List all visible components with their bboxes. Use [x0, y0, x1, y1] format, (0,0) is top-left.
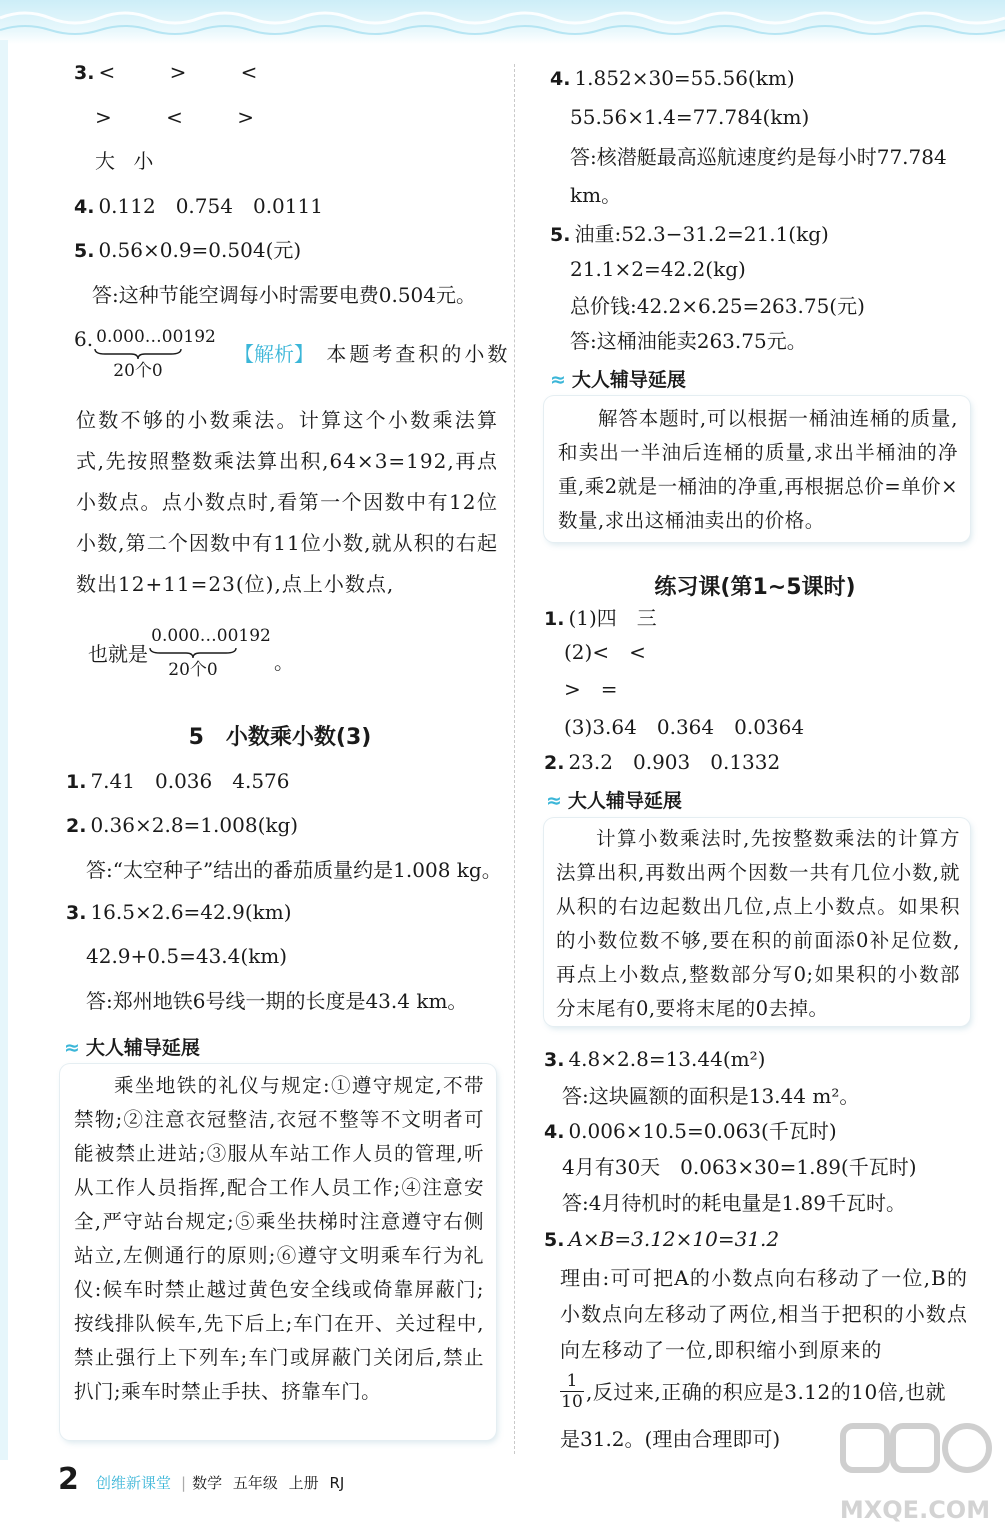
- p1-line3: > =: [564, 677, 618, 701]
- q6-last-brace-value: 0.000…00192 20个0: [148, 625, 274, 681]
- p4-line2: 4月有30天 0.063×30=1.89(千瓦时): [562, 1155, 917, 1179]
- extension-text: 乘坐地铁的礼仪与规定:①遵守规定,不带禁物;②注意衣冠整洁,衣冠不整等不文明者可能被禁止进站;③服从车站工作人员的管理,听从工作人员指挥,配合工作人员工作;④注意安全,严守站台规定;⑤乘坐扶梯时注意遵守右侧站立,左侧通行的原则;⑥遵守文明乘车行为礼仪:候车时禁止越过黄色安全线或倚靠屏蔽门;按线排队候车,先下后上;车门在开、关过程中,禁止强行上下列车;车门或屏蔽门关闭后,禁止扒门;乘车时禁止手扶、挤靠车门。: [74, 1074, 484, 1403]
- p4-line1: 4. 0.006×10.5=0.063(千瓦时): [544, 1119, 837, 1143]
- q3-row3: 大 小: [95, 149, 160, 173]
- r-q5-line1: 5. 油重:52.3−31.2=21.1(kg): [550, 222, 829, 246]
- extension-heading-2: ≈ 大人辅导延展: [546, 790, 682, 812]
- p5-fraction: $\frac{1}{10}$: [561, 1371, 583, 1412]
- p3-line2: 答:这块匾额的面积是13.44 m²。: [562, 1084, 860, 1108]
- practice-title: 练习课(第1~5课时): [654, 575, 856, 600]
- section-5-title: 5 小数乘小数(3): [188, 725, 372, 750]
- r-q4-line1: 4. 1.852×30=55.56(km): [550, 66, 795, 90]
- p1-line1: 1. (1)四 三: [544, 606, 657, 630]
- r-q4-line2: 55.56×1.4=77.784(km): [570, 105, 810, 129]
- q6-last-suffix: 。: [274, 650, 294, 674]
- extension-text-1: 解答本题时,可以根据一桶油连桶的质量,和卖出一半油后连桶的质量,求出半桶油的净重,乘2就是一桶油的净重,再根据总价=单价×数量,求出这桶油卖出的价格。: [558, 407, 958, 532]
- q5-line1: 5. 0.56×0.9=0.504(元): [74, 238, 302, 262]
- p5-last: 是31.2。(理由合理即可): [560, 1427, 781, 1451]
- r-q5-line2: 21.1×2=42.2(kg): [570, 257, 746, 281]
- q5-line2: 答:这种节能空调每小时需要电费0.504元。: [92, 283, 476, 307]
- wave-icon: ≈: [64, 1037, 78, 1059]
- s5-q2-line1: 2. 0.36×2.8=1.008(kg): [66, 813, 299, 837]
- extension-text-2: 计算小数乘法时,先按整数乘法的计算方法算出积,再数出两个因数一共有几位小数,就从积的右边起数出几位,点上小数点。如果积的小数位数不够,要在积的前面添0补足位数,再点上小数点,整数部分写0;如果积的小数部分末尾有0,要将末尾的0去掉。: [556, 827, 960, 1020]
- q6-analysis-lead: 【解析】 本题考查积的小数: [234, 342, 511, 366]
- extension-heading-1: ≈ 大人辅导延展: [550, 369, 686, 391]
- p1-line2: (2)< <: [564, 640, 646, 664]
- column-divider: [514, 64, 515, 1454]
- p5-line1: 5. A×B=3.12×10=31.2: [544, 1227, 780, 1251]
- p5-reason: 理由:可可把A的小数点向右移动了一位,B的小数点向左移动了两位,相当于把积的小数点向左移动了一位,即积缩小到原来的: [560, 1266, 968, 1362]
- left-margin-strip: [0, 40, 8, 1460]
- q6-last-prefix: 也就是: [88, 642, 148, 666]
- r-q4-line4: km。: [570, 183, 622, 207]
- p1-line4: (3)3.64 0.364 0.0364: [564, 715, 805, 739]
- s5-q3-line2: 42.9+0.5=43.4(km): [86, 944, 288, 968]
- q6-num: 6.: [74, 327, 94, 351]
- wave-icon: ≈: [546, 790, 560, 812]
- watermark-logo-icon: [835, 1418, 995, 1498]
- s5-q2-line2: 答:“太空种子”结出的番茄质量约是1.008 kg。: [86, 858, 502, 882]
- header-band: [0, 0, 1005, 44]
- brand-name: 创维新课堂: [96, 1474, 172, 1492]
- wave-icon: ≈: [550, 369, 564, 391]
- s5-q1-answer: 1. 7.41 0.036 4.576: [66, 769, 290, 793]
- p2-answer: 2. 23.2 0.903 0.1332: [544, 750, 781, 774]
- s5-q3-line3: 答:郑州地铁6号线一期的长度是43.4 km。: [86, 989, 468, 1013]
- p4-line3: 答:4月待机时的耗电量是1.89千瓦时。: [562, 1191, 906, 1215]
- p5-after-fraction: ,反过来,正确的积应是3.12的10倍,也就: [586, 1380, 947, 1404]
- r-q5-line4: 答:这桶油能卖263.75元。: [570, 329, 807, 353]
- underbrace: [93, 348, 183, 360]
- s5-q3-line1: 3. 16.5×2.6=42.9(km): [66, 900, 292, 924]
- underbrace: [148, 647, 238, 659]
- q3-row2: > < >: [95, 105, 278, 129]
- q3-row1: 3. < > <: [74, 60, 282, 84]
- r-q4-line3: 答:核潜艇最高巡航速度约是每小时77.784: [570, 145, 947, 169]
- q6-brace-value: 0.000…00192 20个0: [93, 326, 219, 382]
- q6-analysis-paragraph: 位数不够的小数乘法。计算这个小数乘法算式,先按照整数乘法算出积,64×3=192,再点小数点。点小数点时,看第一个因数中有12位小数,第二个因数中有11位小数,就从积的右起数出12+11=23(位),点上小数点,: [76, 408, 498, 596]
- analysis-tag: 【解析】: [234, 342, 314, 366]
- p3-line1: 3. 4.8×2.8=13.44(m²): [544, 1047, 766, 1071]
- book-meta: | 数学 五年级 上册 RJ: [181, 1474, 345, 1492]
- header-wave-decoration: [0, 0, 1005, 44]
- page-number: 2: [58, 1462, 79, 1497]
- q4-answer: 4. 0.112 0.754 0.0111: [74, 194, 323, 218]
- r-q5-line3: 总价钱:42.2×6.25=263.75(元): [570, 294, 865, 318]
- extension-heading: ≈ 大人辅导延展: [64, 1037, 200, 1059]
- watermark: MXQE.COM: [835, 1418, 995, 1528]
